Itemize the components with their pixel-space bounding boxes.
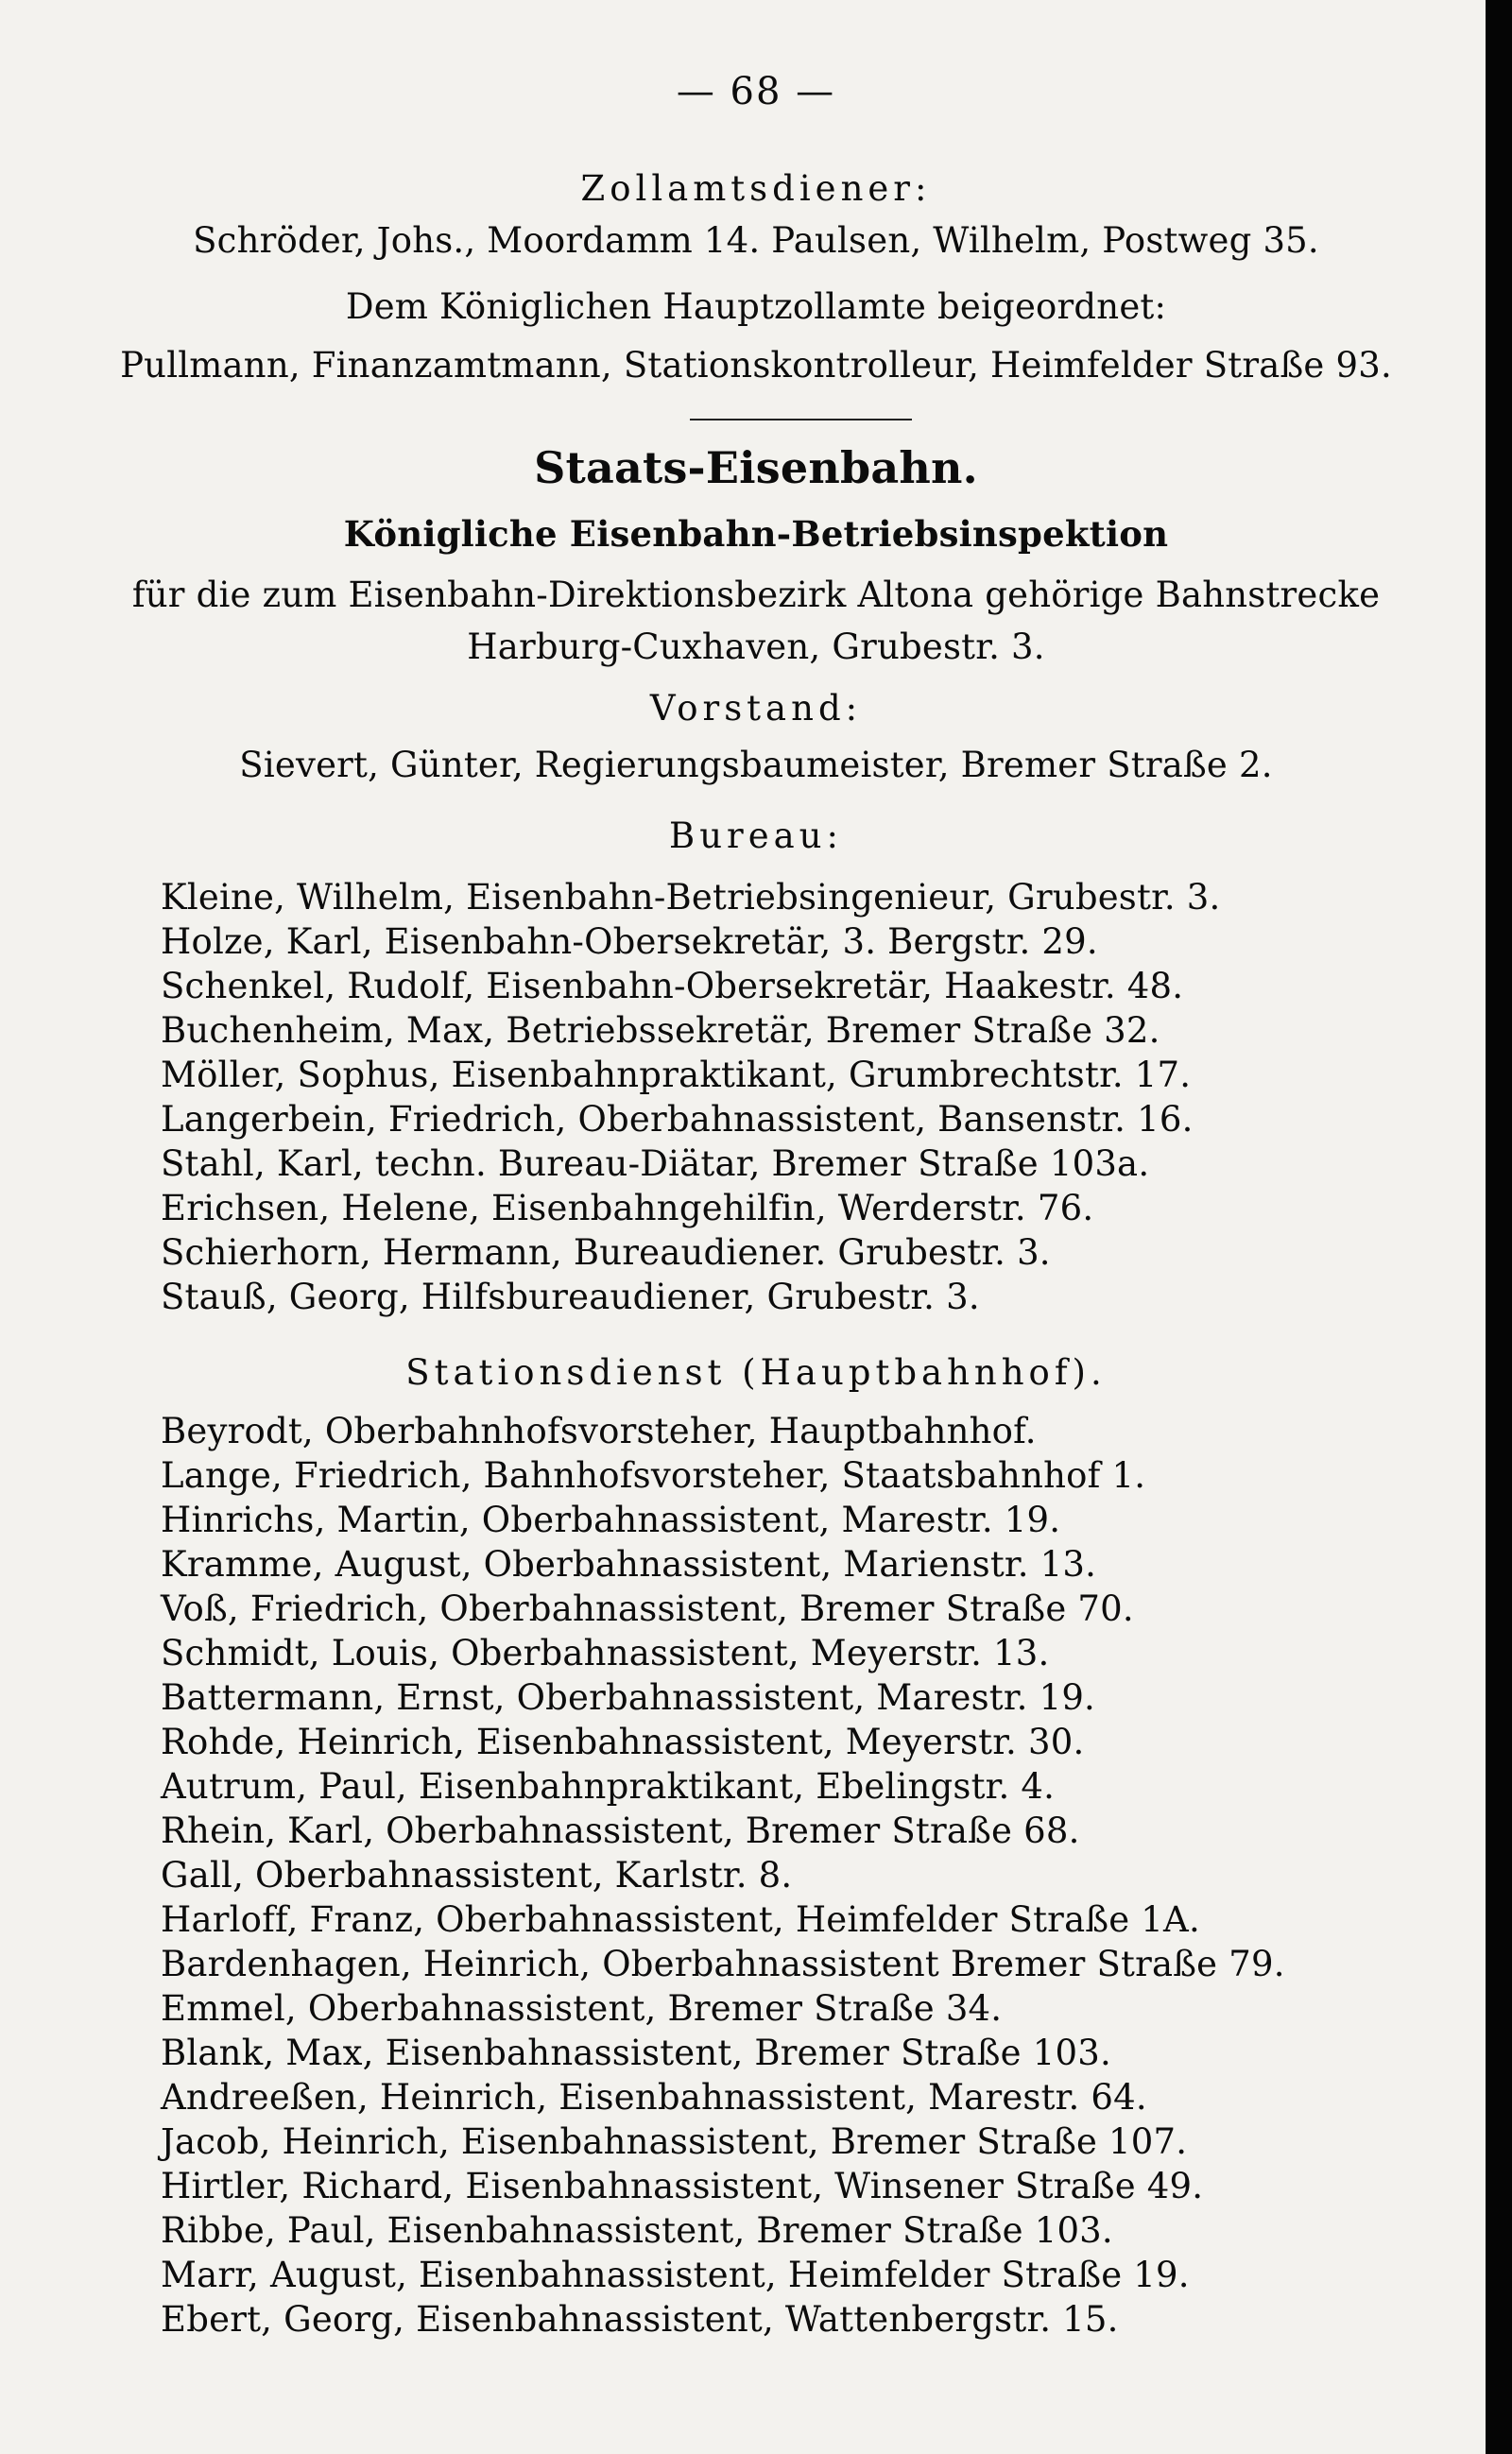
bureau-entry: Möller, Sophus, Eisenbahnpraktikant, Grumbrechtstr. 17. [161, 1055, 1192, 1095]
stationsdienst-entry: Emmel, Oberbahnassistent, Bremer Straße 34. [161, 1988, 1003, 2029]
stationsdienst-entry: Marr, August, Eisenbahnassistent, Heimfelder Straße 19. [161, 2255, 1190, 2295]
bureau-entry: Holze, Karl, Eisenbahn-Obersekretär, 3. Bergstr. 29. [161, 921, 1098, 962]
stationsdienst-entry: Autrum, Paul, Eisenbahnpraktikant, Ebelingstr. 4. [161, 1766, 1056, 1807]
stationsdienst-entry: Rohde, Heinrich, Eisenbahnassistent, Meyerstr. 30. [161, 1722, 1085, 1762]
stationsdienst-entry: Beyrodt, Oberbahnhofsvorsteher, Hauptbahnhof. [161, 1411, 1037, 1451]
bureau-entry: Stauß, Georg, Hilfsbureaudiener, Grubestr. 3. [161, 1277, 980, 1317]
bureau-entry: Erichsen, Helene, Eisenbahngehilfin, Werderstr. 76. [161, 1188, 1094, 1228]
eisenbahn-desc-line2: Harburg-Cuxhaven, Grubestr. 3. [467, 626, 1045, 667]
bureau-entry: Schenkel, Rudolf, Eisenbahn-Obersekretär, Haakestr. 48. [161, 966, 1184, 1006]
eisenbahn-subtitle: Königliche Eisenbahn-Betriebsinspektion [343, 513, 1169, 555]
stationsdienst-entry: Bardenhagen, Heinrich, Oberbahnassistent Bremer Straße 79. [161, 1944, 1285, 1984]
bureau-entry: Schierhorn, Hermann, Bureaudiener. Grubestr. 3. [161, 1232, 1051, 1273]
stationsdienst-entry: Voß, Friedrich, Oberbahnassistent, Bremer Straße 70. [161, 1588, 1134, 1629]
stationsdienst-entry: Rhein, Karl, Oberbahnassistent, Bremer Straße 68. [161, 1810, 1080, 1851]
stationsdienst-entry: Blank, Max, Eisenbahnassistent, Bremer Straße 103. [161, 2033, 1111, 2073]
stationsdienst-entry: Harloff, Franz, Oberbahnassistent, Heimfelder Straße 1A. [161, 1899, 1200, 1940]
zoll-heading: Zollamtsdiener: [580, 168, 932, 209]
stationsdienst-entry: Hirtler, Richard, Eisenbahnassistent, Winsener Straße 49. [161, 2166, 1204, 2206]
eisenbahn-title: Staats-Eisenbahn. [534, 442, 978, 493]
section-divider [690, 419, 912, 420]
vorstand-heading: Vorstand: [649, 688, 863, 729]
stationsdienst-entry: Ribbe, Paul, Eisenbahnassistent, Bremer Straße 103. [161, 2210, 1113, 2251]
vorstand-entry: Sievert, Günter, Regierungsbaumeister, Bremer Straße 2. [239, 745, 1273, 785]
stationsdienst-entry: Lange, Friedrich, Bahnhofsvorsteher, Staatsbahnhof 1. [161, 1455, 1146, 1496]
bureau-entry: Buchenheim, Max, Betriebssekretär, Bremer Straße 32. [161, 1010, 1160, 1051]
stationsdienst-entry: Andreeßen, Heinrich, Eisenbahnassistent, Marestr. 64. [161, 2077, 1147, 2118]
stationsdienst-entry: Gall, Oberbahnassistent, Karlstr. 8. [161, 1855, 793, 1896]
stationsdienst-entry: Hinrichs, Martin, Oberbahnassistent, Marestr. 19. [161, 1500, 1061, 1540]
stationsdienst-entry: Battermann, Ernst, Oberbahnassistent, Marestr. 19. [161, 1677, 1096, 1718]
page-number: — 68 — [676, 70, 836, 113]
stationsdienst-entry: Jacob, Heinrich, Eisenbahnassistent, Bremer Straße 107. [161, 2121, 1188, 2162]
bureau-entry: Langerbein, Friedrich, Oberbahnassistent, Bansenstr. 16. [161, 1099, 1194, 1140]
bureau-entry: Stahl, Karl, techn. Bureau-Diätar, Bremer Straße 103a. [161, 1143, 1150, 1184]
bureau-heading: Bureau: [669, 815, 843, 856]
stationsdienst-heading: Stationsdienst (Hauptbahnhof). [405, 1352, 1107, 1393]
stationsdienst-entry: Kramme, August, Oberbahnassistent, Marienstr. 13. [161, 1544, 1097, 1585]
zoll-beigeordnet-entry: Pullmann, Finanzamtmann, Stationskontrolleur, Heimfelder Straße 93. [120, 345, 1392, 386]
stationsdienst-entry: Ebert, Georg, Eisenbahnassistent, Wattenbergstr. 15. [161, 2299, 1119, 2340]
scan-edge [1486, 0, 1512, 2454]
bureau-entry: Kleine, Wilhelm, Eisenbahn-Betriebsingenieur, Grubestr. 3. [161, 877, 1221, 918]
eisenbahn-desc-line1: für die zum Eisenbahn-Direktionsbezirk Altona gehörige Bahnstrecke [131, 575, 1381, 615]
zoll-entries-line: Schröder, Johs., Moordamm 14. Paulsen, Wilhelm, Postweg 35. [193, 220, 1319, 261]
zoll-sub-heading: Dem Königlichen Hauptzollamte beigeordnet: [345, 286, 1167, 327]
stationsdienst-entry: Schmidt, Louis, Oberbahnassistent, Meyerstr. 13. [161, 1633, 1050, 1673]
